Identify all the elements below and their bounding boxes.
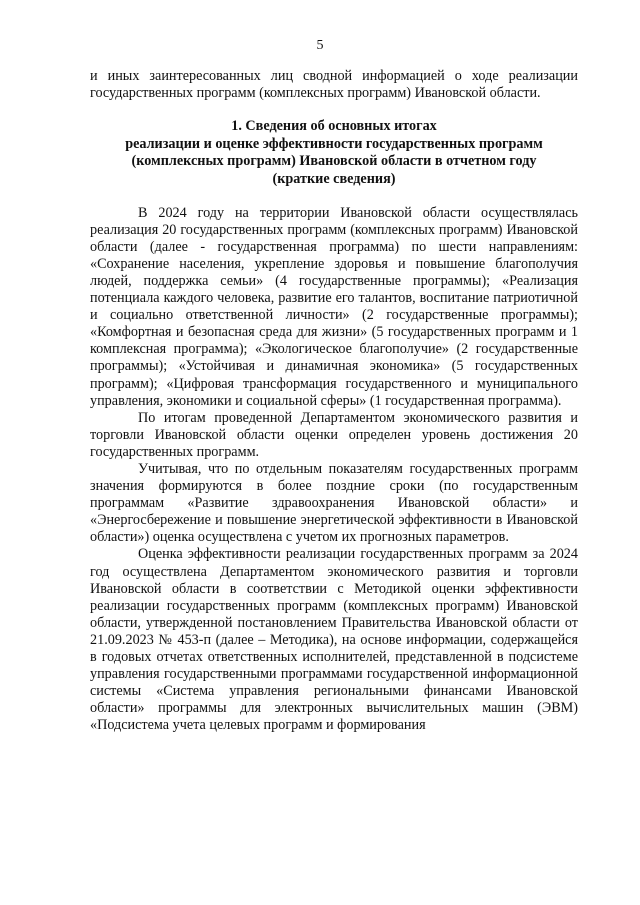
intro-paragraph: и иных заинтересованных лиц сводной информацией о ходе реализации государственных программ (комплексных программ) Ивановской области.: [90, 68, 578, 102]
body-paragraph: В 2024 году на территории Ивановской области осуществлялась реализация 20 государственных программ (комплексных программ) Ивановской области (далее - государственная программа) по шести направлениям: «Сохранение населения, укрепление здоровья и повышение благополучия людей, поддержка семьи» (4 государственные программы); «Реализация потенциала каждого человека, развитие его талантов, воспитание патриотичной и социально ответственной личности» (2 государственные программы); «Комфортная и безопасная среда для жизни» (5 государственных программ и 1 комплексная программа); «Экологическое благополучие» (2 государственные программы); «Устойчивая и динамичная экономика» (5 государственных программ); «Цифровая трансформация государственного и муниципального управления, экономики и социальной сферы» (1 государственная программа).: [90, 204, 578, 409]
section-heading-line: реализации и оценке эффективности государственных программ: [125, 135, 543, 152]
page-content: [90, 68, 578, 734]
section-heading-line: 1. Сведения об основных итогах: [231, 118, 437, 135]
section-heading: [90, 118, 578, 188]
body-paragraph: Учитывая, что по отдельным показателям государственных программ значения формируются в более поздние сроки (по государственным программам «Развитие здравоохранения Ивановской области» и «Энергосбережение и повышение энергетической эффективности в Ивановской области») оценка осуществлена с учетом их прогнозных параметров.: [90, 460, 578, 546]
section-heading-line: (комплексных программ) Ивановской области в отчетном году: [131, 153, 537, 170]
section-heading-line: (краткие сведения): [272, 170, 396, 187]
body-paragraph: Оценка эффективности реализации государственных программ за 2024 год осуществлена Департаментом экономического развития и торговли Ивановской области в соответствии с Методикой оценки эффективности реализации государственных программ (комплексных программ) Ивановской области, утвержденной постановлением Правительства Ивановской области от 21.09.2023 № 453-п (далее – Методика), на основе информации, содержащейся в годовых отчетах ответственных исполнителей, представленной в подсистеме управления государственными программами государственной информационной системы «Система управления региональными финансами Ивановской области» программы для электронных вычислительных машин (ЭВМ) «Подсистема учета целевых программ и формирования: [90, 546, 578, 734]
page-number: 5: [316, 38, 324, 53]
body-paragraph: По итогам проведенной Департаментом экономического развития и торговли Ивановской области оценки определен уровень достижения 20 государственных программ.: [90, 409, 578, 460]
